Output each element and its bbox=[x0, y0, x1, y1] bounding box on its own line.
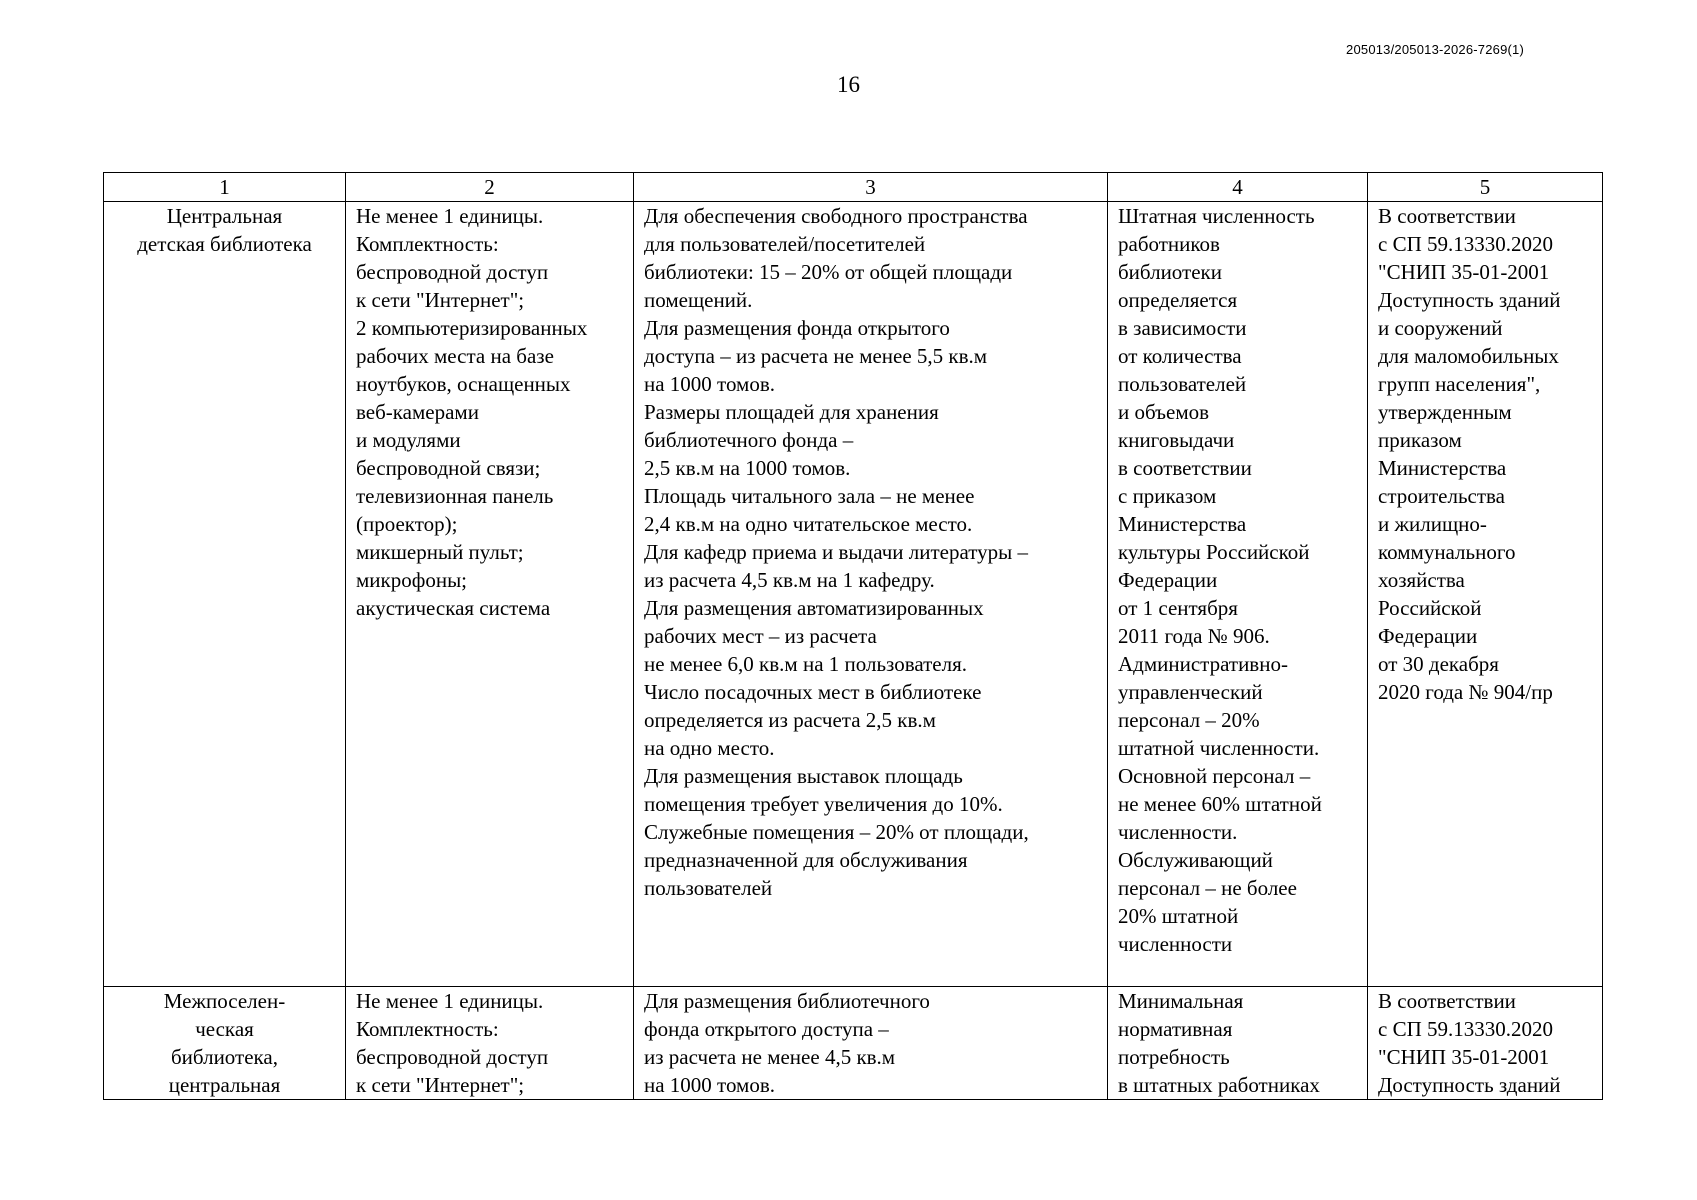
table-cell-equipment: Не менее 1 единицы. Комплектность: беспроводной доступ к сети "Интернет"; 2 компьютеризированных рабочих места на базе ноутбуков, оснащенных веб-камерами и модулями беспроводной связи; телевизионная панель (проектор); микшерный пульт; микрофоны; акустическая система bbox=[346, 202, 634, 987]
table-cell-staffing: Штатная численность работников библиотеки определяется в зависимости от количества пользователей и объемов книговыдачи в соответствии с приказом Министерства культуры Российской Федерации от 1 сентября 2011 года № 906. Административно- управленческий персонал – 20% штатной численности. Основной персонал – не менее 60% штатной численности. Обслуживающий персонал – не более 20% штатной численности bbox=[1108, 202, 1368, 987]
column-header-3: 3 bbox=[634, 173, 1108, 202]
norms-table bbox=[103, 172, 1603, 1100]
table-header-row bbox=[104, 173, 1603, 202]
table-row bbox=[104, 987, 1603, 1100]
column-header-4: 4 bbox=[1108, 173, 1368, 202]
table-row bbox=[104, 202, 1603, 987]
document-id: 205013/205013-2026-7269(1) bbox=[1346, 42, 1524, 57]
table-cell-equipment: Не менее 1 единицы. Комплектность: беспроводной доступ к сети "Интернет"; bbox=[346, 987, 634, 1100]
table-cell-area-norms: Для размещения библиотечного фонда открытого доступа – из расчета не менее 4,5 кв.м на 1000 томов. bbox=[634, 987, 1108, 1100]
column-header-2: 2 bbox=[346, 173, 634, 202]
table-cell-accessibility: В соответствии с СП 59.13330.2020 "СНИП 35-01-2001 Доступность зданий bbox=[1368, 987, 1603, 1100]
page-number: 16 bbox=[837, 72, 860, 97]
column-header-5: 5 bbox=[1368, 173, 1603, 202]
table-cell-staffing: Минимальная нормативная потребность в штатных работниках bbox=[1108, 987, 1368, 1100]
table-cell-accessibility: В соответствии с СП 59.13330.2020 "СНИП 35-01-2001 Доступность зданий и сооружений для маломобильных групп населения", утвержденным приказом Министерства строительства и жилищно- коммунального хозяйства Российской Федерации от 30 декабря 2020 года № 904/пр bbox=[1368, 202, 1603, 987]
column-header-1: 1 bbox=[104, 173, 346, 202]
table-cell-institution: Центральная детская библиотека bbox=[104, 202, 346, 987]
table-cell-area-norms: Для обеспечения свободного пространства для пользователей/посетителей библиотеки: 15 – 20% от общей площади помещений. Для размещения фонда открытого доступа – из расчета не менее 5,5 кв.м на 1000 томов. Размеры площадей для хранения библиотечного фонда – 2,5 кв.м на 1000 томов. Площадь читального зала – не менее 2,4 кв.м на одно читательское место. Для кафедр приема и выдачи литературы – из расчета 4,5 кв.м на 1 кафедру. Для размещения автоматизированных рабочих мест – из расчета не менее 6,0 кв.м на 1 пользователя. Число посадочных мест в библиотеке определяется из расчета 2,5 кв.м на одно место. Для размещения выставок площадь помещения требует увеличения до 10%. Служебные помещения – 20% от площади, предназначенной для обслуживания пользователей bbox=[634, 202, 1108, 987]
table-cell-institution: Межпоселен- ческая библиотека, центральная bbox=[104, 987, 346, 1100]
